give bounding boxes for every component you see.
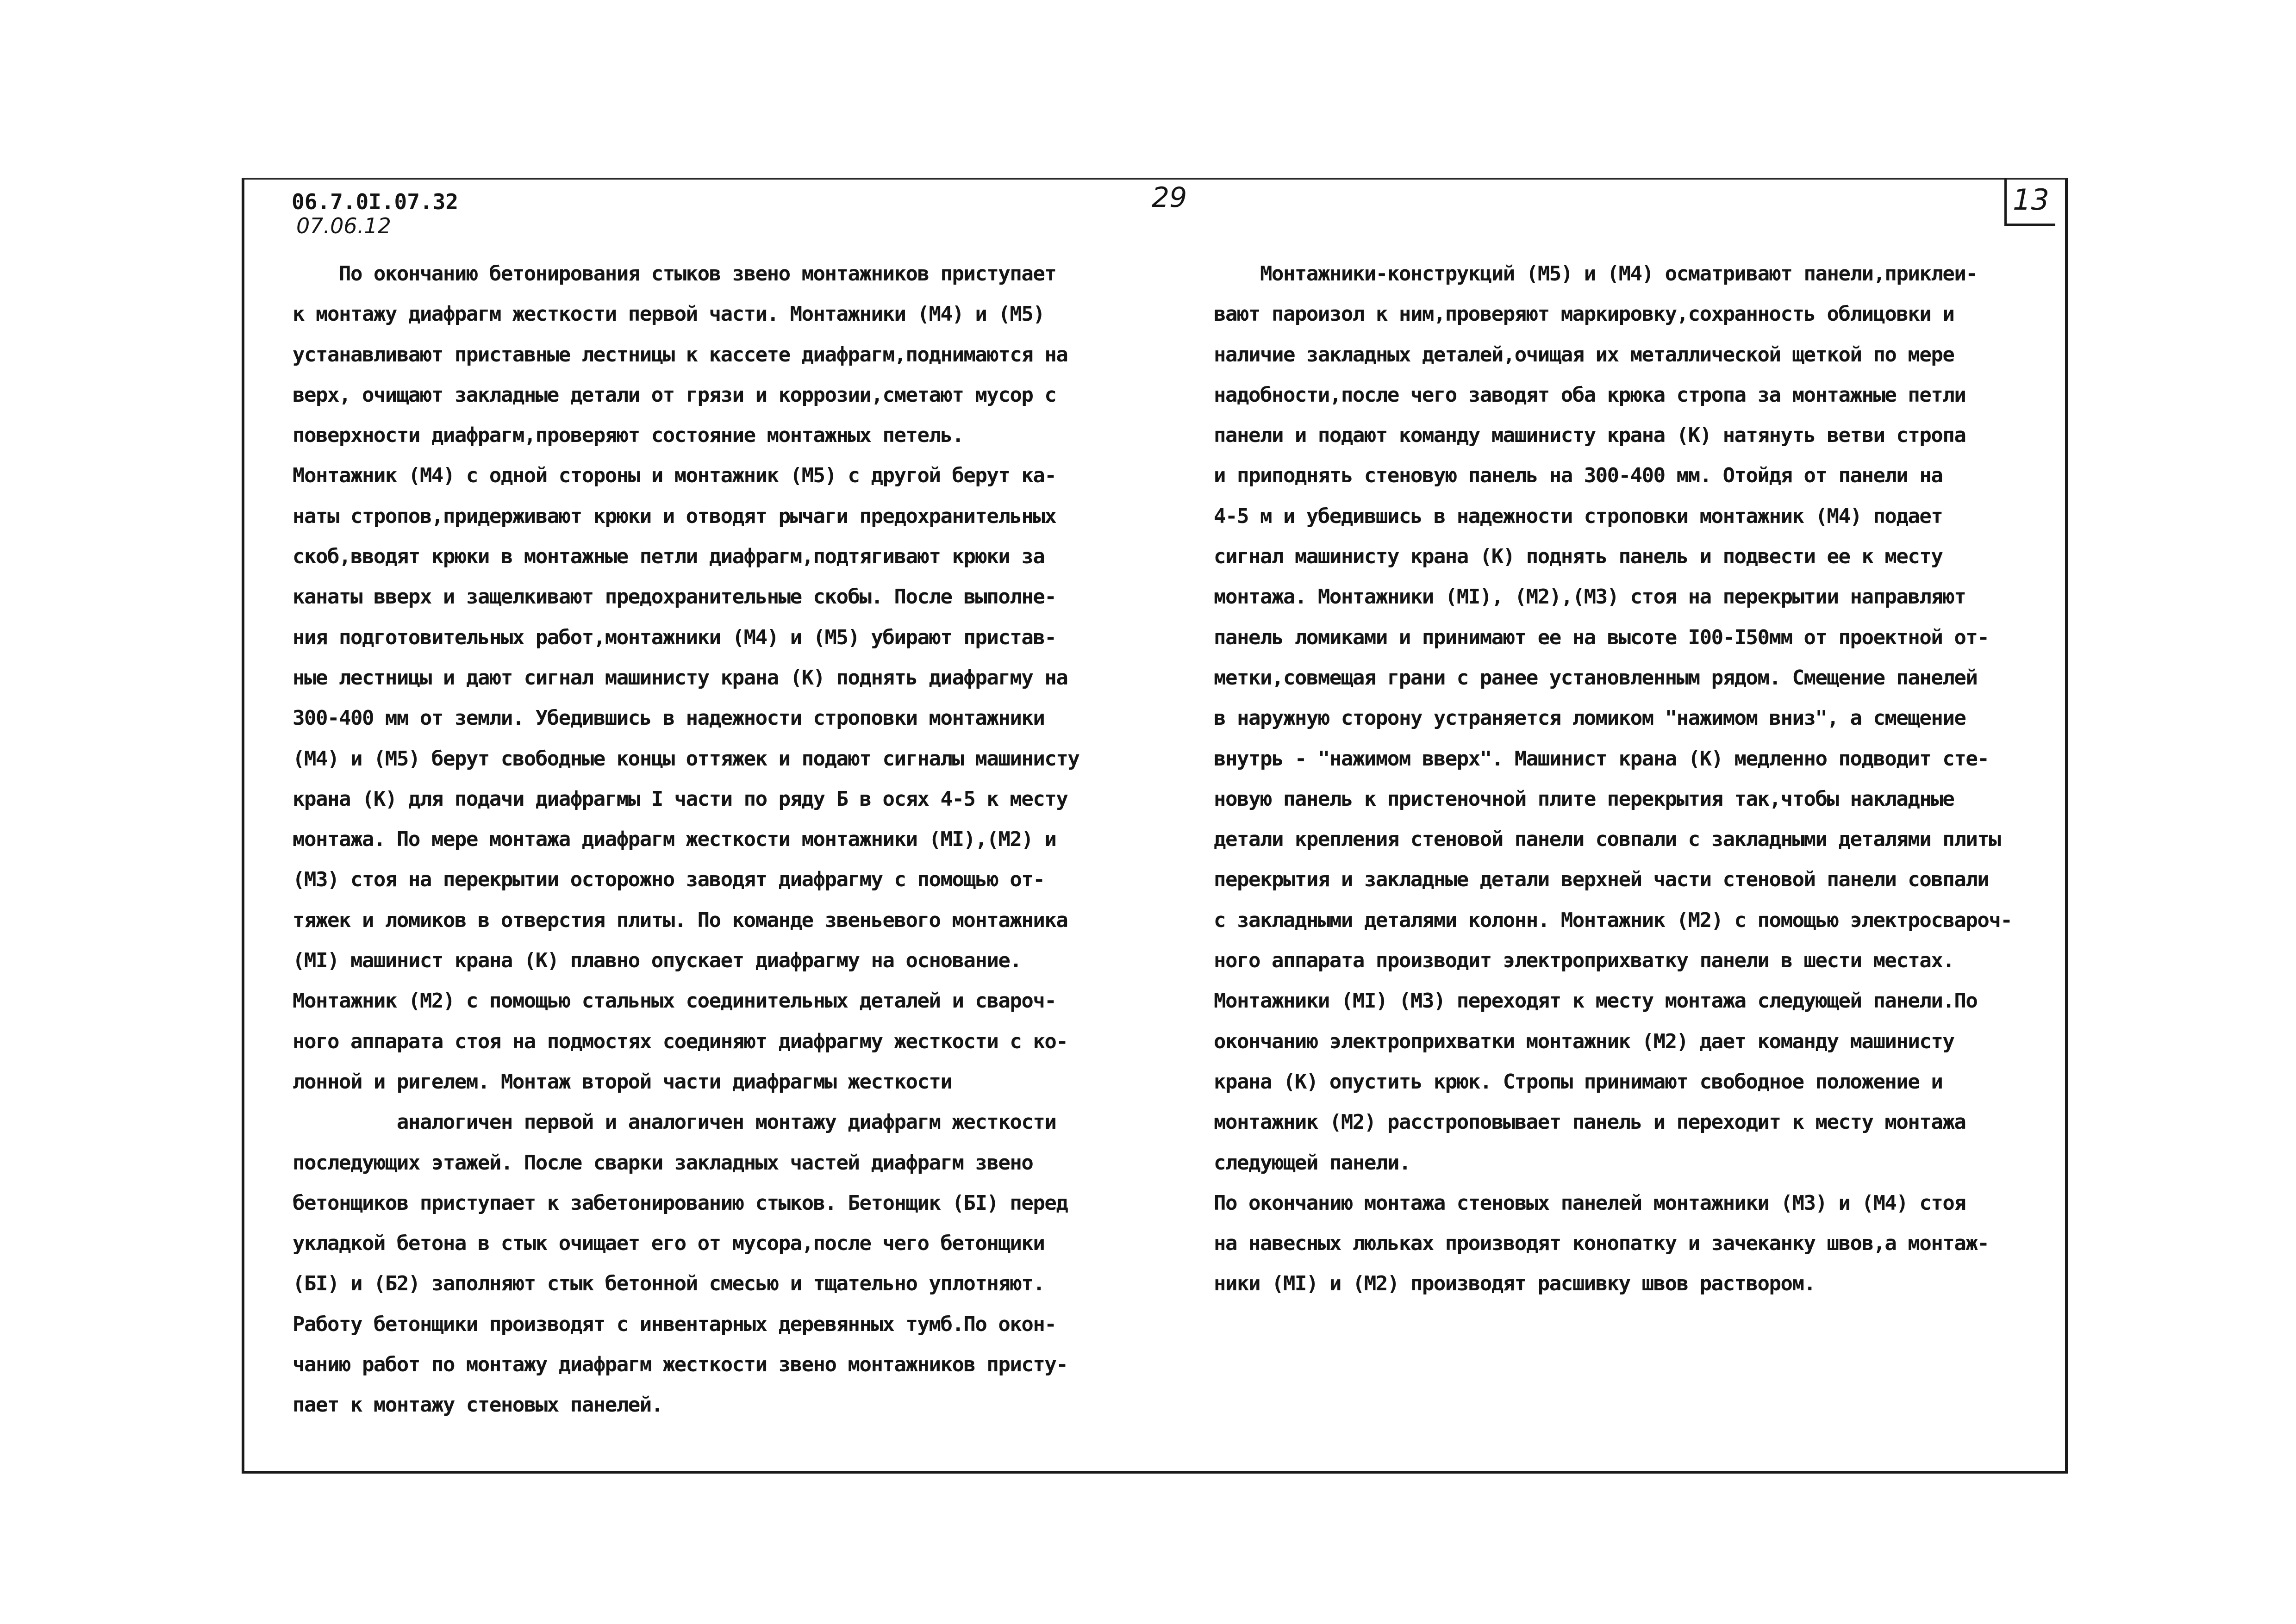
text-line: монтажник (М2) расстроповывает панель и переходит к месту монтажа [1214,1110,1966,1134]
text-line: ного аппарата производит электроприхватку панели в шести местах. [1214,949,1954,973]
page-number: 29 [1152,181,1187,214]
text-line: на навесных люльках производят конопатку и зачеканку швов,а монтаж- [1214,1232,1989,1256]
text-line: окончанию электроприхватки монтажник (М2) дает команду машинисту [1214,1029,1954,1053]
text-line: метки,совмещая грани с ранее установленным рядом. Смещение панелей [1214,666,1978,690]
text-line: чанию работ по монтажу диафрагм жесткости звено монтажников присту- [293,1353,1068,1377]
text-line: следующей панели. [1214,1151,1410,1175]
text-line: сигнал машинисту крана (К) поднять панель и подвести ее к месту [1214,545,1943,569]
text-line: к монтажу диафрагм жесткости первой части. Монтажники (М4) и (М5) [293,302,1045,326]
text-line: и приподнять стеновую панель на 300-400 мм. Отойдя от панели на [1214,464,1943,488]
text-line: наличие закладных деталей,очищая их металлической щеткой по мере [1214,342,1954,367]
text-line: Монтажники-конструкций (М5) и (М4) осматривают панели,приклеи- [1214,262,1978,286]
text-line: монтажа. Монтажники (МI), (М2),(М3) стоя на перекрытии направляют [1214,585,1966,609]
text-line: поверхности диафрагм,проверяют состояние монтажных петель. [293,423,964,448]
text-line: (МI) машинист крана (К) плавно опускает диафрагму на основание. [293,949,1022,973]
text-line: наты стропов,придерживают крюки и отводят рычаги предохранительных [293,504,1056,528]
text-line: ния подготовительных работ,монтажники (М4) и (М5) убирают пристав- [293,625,1056,649]
text-line: По окончанию монтажа стеновых панелей монтажники (М3) и (М4) стоя [1214,1191,1966,1215]
text-line: монтажа. По мере монтажа диафрагм жесткости монтажники (МI),(М2) и [293,828,1056,852]
text-line: последующих этажей. После сварки закладных частей диафрагм звено [293,1151,1033,1175]
text-line: (М3) стоя на перекрытии осторожно заводят диафрагму с помощью от- [293,868,1045,892]
text-line: Монтажник (М2) с помощью стальных соединительных деталей и свароч- [293,989,1056,1013]
text-line: Монтажники (МI) (М3) переходят к месту монтажа следующей панели.По [1214,989,1978,1013]
text-line: канаты вверх и защелкивают предохранительные скобы. После выполне- [293,585,1056,609]
text-line: тяжек и ломиков в отверстия плиты. По команде звеньевого монтажника [293,908,1068,932]
text-line: 4-5 м и убедившись в надежности строповки монтажник (М4) подает [1214,504,1943,528]
text-line: внутрь - "нажимом вверх". Машинист крана (К) медленно подводит сте- [1214,747,1989,771]
text-line: ного аппарата стоя на подмостях соединяют диафрагму жесткости с ко- [293,1029,1068,1053]
text-line: бетонщиков приступает к забетонированию стыков. Бетонщик (БI) перед [293,1191,1068,1215]
text-line: устанавливают приставные лестницы к кассете диафрагм,поднимаются на [293,342,1068,367]
document-code: 06.7.0I.07.32 [292,189,459,214]
text-line: панели и подают команду машинисту крана (К) натянуть ветви стропа [1214,423,1966,448]
text-line: крана (К) для подачи диафрагмы I части по ряду Б в осях 4-5 к месту [293,787,1068,811]
document-date: 07.06.12 [296,213,391,238]
text-line: укладкой бетона в стык очищает его от мусора,после чего бетонщики [293,1232,1045,1256]
text-line: скоб,вводят крюки в монтажные петли диафрагм,подтягивают крюки за [293,545,1045,569]
text-line: аналогичен первой и аналогичен монтажу диафрагм жесткости [293,1110,1056,1134]
text-line: пает к монтажу стеновых панелей. [293,1393,663,1417]
text-line: крана (К) опустить крюк. Стропы принимают свободное положение и [1214,1070,1943,1094]
sheet-number: 13 [2004,178,2055,226]
text-line: с закладными деталями колонн. Монтажник (М2) с помощью электросвароч- [1214,908,2012,932]
text-line: ники (МI) и (М2) производят расшивку швов раствором. [1214,1272,1816,1296]
text-line: перекрытия и закладные детали верхней части стеновой панели совпали [1214,868,1989,892]
text-line: (М4) и (М5) берут свободные концы оттяжек и подают сигналы машинисту [293,747,1079,771]
text-line: Монтажник (М4) с одной стороны и монтажник (М5) с другой берут ка- [293,464,1056,488]
text-line: новую панель к пристеночной плите перекрытия так,чтобы накладные [1214,787,1954,811]
text-line: надобности,после чего заводят оба крюка стропа за монтажные петли [1214,383,1966,407]
text-line: вают пароизол к ним,проверяют маркировку,сохранность облицовки и [1214,302,1954,326]
text-line: в наружную сторону устраняется ломиком "нажимом вниз", а смещение [1214,706,1966,730]
text-line: панель ломиками и принимают ее на высоте I00-I50мм от проектной от- [1214,625,1989,649]
text-line: детали крепления стеновой панели совпали с закладными деталями плиты [1214,828,2001,852]
text-line: Работу бетонщики производят с инвентарных деревянных тумб.По окон- [293,1312,1056,1336]
text-line: верх, очищают закладные детали от грязи и коррозии,сметают мусор с [293,383,1056,407]
text-line: 300-400 мм от земли. Убедившись в надежности строповки монтажники [293,706,1045,730]
text-line: По окончанию бетонирования стыков звено монтажников приступает [293,262,1056,286]
left-text-column [293,254,1079,1425]
text-line: (БI) и (Б2) заполняют стык бетонной смесью и тщательно уплотняют. [293,1272,1045,1296]
text-line: лонной и ригелем. Монтаж второй части диафрагмы жесткости [293,1070,952,1094]
right-text-column [1214,254,2012,1304]
text-line: ные лестницы и дают сигнал машинисту крана (К) поднять диафрагму на [293,666,1068,690]
